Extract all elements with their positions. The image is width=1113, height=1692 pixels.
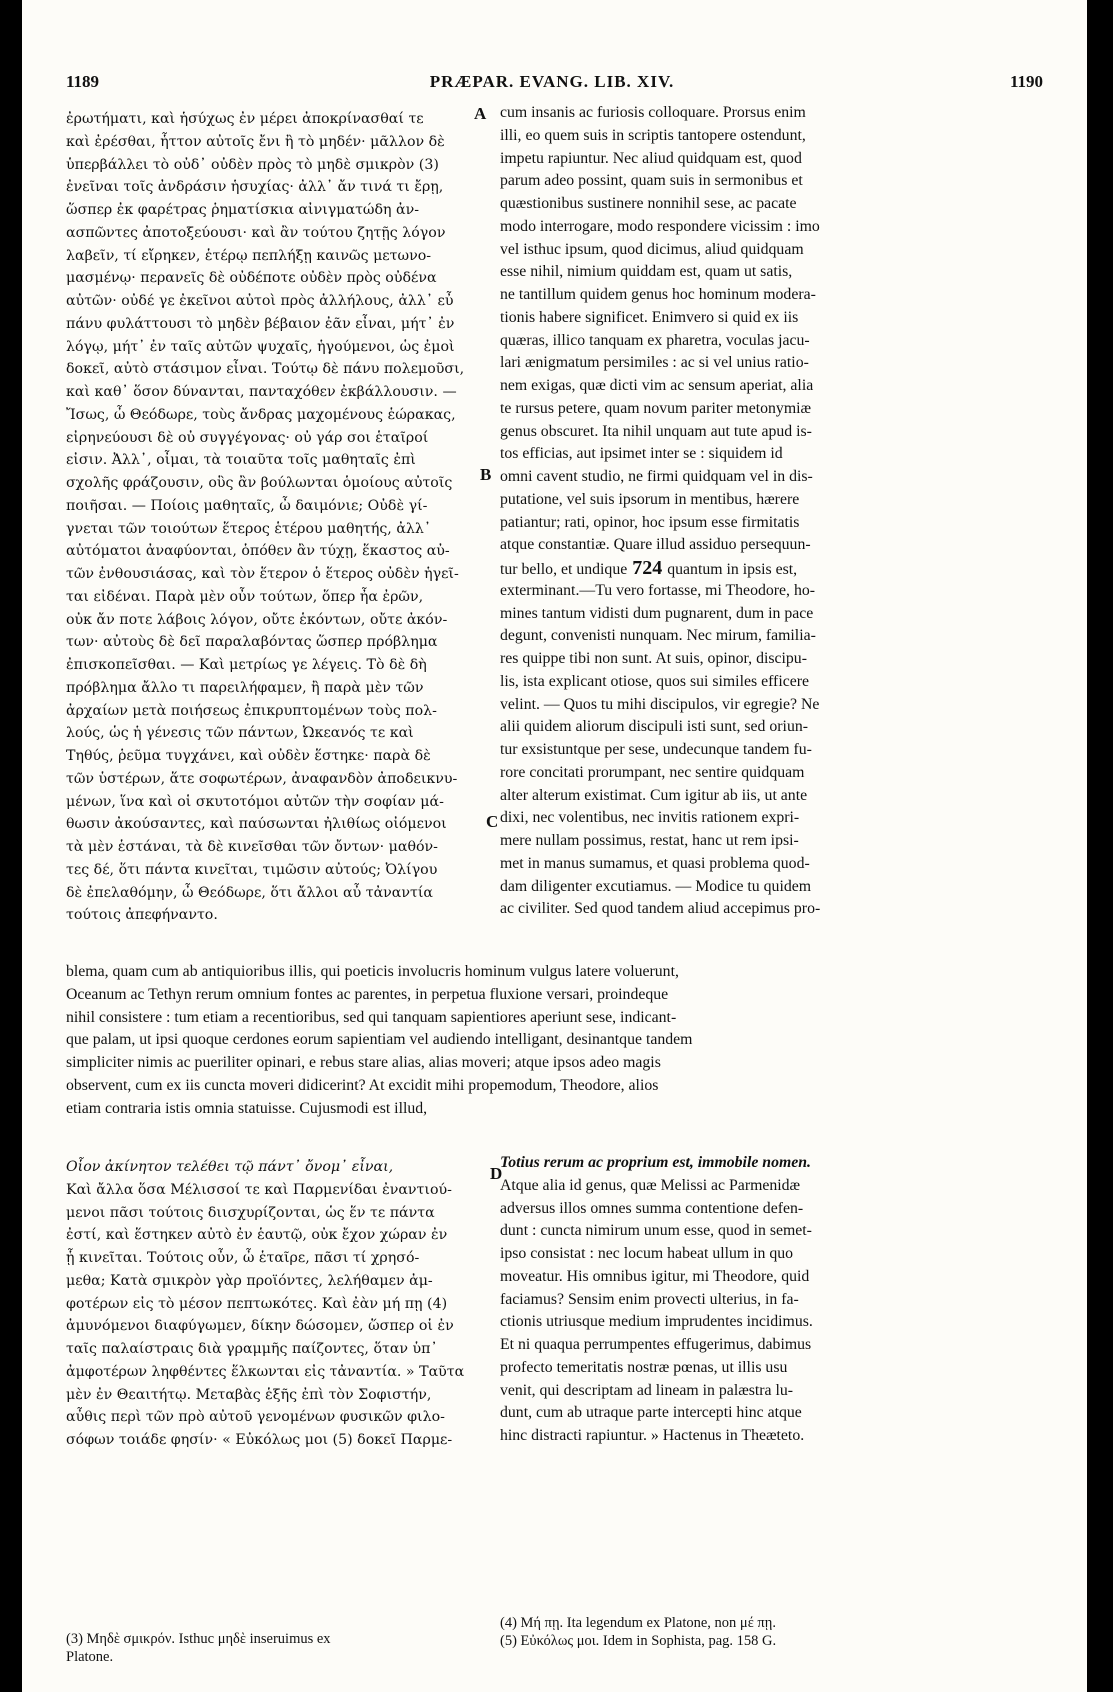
latin-text-fragment: quantum in ipsis est,	[667, 561, 798, 578]
latin-text-line: faciamus? Sensim enim provecti ulterius, in fa-	[500, 1290, 799, 1308]
latin-text-line: illi, eo quem suis in scriptis tantopere ostendunt,	[500, 126, 806, 144]
greek-text-line: ταῖς παλαίστραις διὰ γραμμῆς παίζοντες, ὅταν ὑπ᾽	[66, 1341, 438, 1357]
margin-marker-b: B	[480, 465, 492, 484]
footnotes-right	[500, 1614, 940, 1650]
greek-text-line: ἀρχαίων μετὰ ποιήσεως ἐπικρυπτομένων τοὺς πολ-	[66, 702, 437, 719]
latin-text-line: met in manus sumamus, et quasi problema quod-	[500, 854, 810, 872]
greek-text-line: ὑπερβάλλει τὸ οὐδ᾽ οὐδὲν πρὸς τὸ μηδὲ σμικρὸν (3)	[66, 156, 439, 173]
latin-text-line: res quippe tibi non sunt. At suis, opinor, discipu-	[500, 650, 807, 667]
margin-marker-c: C	[486, 812, 499, 831]
latin-text-line: cum insanis ac furiosis colloquare. Prorsus enim	[500, 104, 806, 121]
greek-text-line: φοτέρων εἰς τὸ μέσον πεπτωκότες. Καὶ ἐὰν μή πῃ (4)	[66, 1295, 448, 1312]
greek-text-line: τούτοις ἀπεφήναντο.	[66, 907, 218, 924]
latin-text-line: nihil consistere : tum etiam a recentioribus, sed qui tanquam sapientiores aperiunt sese, indicant-	[66, 1008, 677, 1026]
latin-text-line: ctionis utriusque medium imprudentes incidimus.	[500, 1313, 813, 1331]
migne-column-number: 724	[627, 557, 668, 579]
latin-text-line: velint. — Quos tu mihi discipulos, vir egregie? Ne	[500, 695, 820, 713]
latin-text-line: omni cavent studio, ne firmi quidquam vel in dis-	[500, 468, 813, 485]
latin-text-line: impetu rapiuntur. Nec aliud quidquam est, quod	[500, 149, 802, 167]
greek-text-line: εἰρηνεύουσι δὲ οὐ συγγέγονας· οὐ γάρ σοι ἑταῖροί	[66, 429, 429, 446]
greek-text-line: τῶν ἐνθουσιάσας, καὶ τὸν ἕτερον ὁ ἕτερος οὐδὲν ἡγεῖ-	[66, 566, 459, 582]
latin-full-width-paragraph	[66, 960, 941, 1119]
greek-text-line: δὲ ἐπελαθόμην, ὦ Θεόδωρε, ὅτι ἄλλοι αὖ τἀναντία	[66, 884, 434, 901]
latin-text-line: esse nihil, nimium quiddam est, quam ut satis,	[500, 263, 793, 281]
greek-text-line: εἰσιν. Ἀλλ᾽, οἶμαι, τὰ τοιαῦτα τοῖς μαθηταῖς ἐπὶ	[66, 452, 416, 469]
footnote-3-line-2: Platone.	[66, 1649, 114, 1665]
latin-column-bottom	[500, 1152, 940, 1448]
greek-text-line: πρόβλημα ἄλλο τι παρειλήφαμεν, ἢ παρὰ μὲν τῶν	[66, 679, 424, 696]
latin-column-top	[500, 102, 940, 921]
latin-text-line: tos efficias, aut ipsimet inter se : siquidem id	[500, 445, 783, 463]
greek-text-line: Τηθύς, ῥεῦμα τυγχάνει, καὶ οὐδὲν ἕστηκε· παρὰ δὲ	[66, 748, 431, 764]
greek-text-line: ἀμφοτέρων ληφθέντες ἕλκωνται εἰς τἀναντία. » Ταῦτα	[66, 1363, 465, 1380]
latin-text-line: quæras, illico tanquam ex pharetra, voculas jacu-	[500, 331, 810, 349]
latin-text-line: Et ni quaqua perrumpentes effugerimus, dabimus	[500, 1336, 812, 1353]
greek-text-line: αὖθις περὶ τῶν πρὸ αὐτοῦ γενομένων φυσικῶν φιλο-	[66, 1409, 445, 1426]
right-page-number: 1190	[1009, 72, 1043, 91]
latin-text-line: hinc distracti rapiuntur. » Hactenus in Theæteto.	[500, 1427, 805, 1444]
footnote-5: (5) Εὐκόλως μοι. Idem in Sophista, pag. 158 G.	[500, 1633, 777, 1649]
latin-text-line: alii quidem aliorum discipuli isti sunt, sed oriun-	[500, 718, 809, 736]
latin-text-line: ac civiliter. Sed quod tandem aliud accepimus pro-	[500, 900, 821, 918]
greek-text-line: Οἷον ἀκίνητον τελέθει τῷ πάντ᾽ ὄνομ᾽ εἶναι,	[66, 1159, 394, 1175]
greek-text-line: μὲν ἐν Θεαιτήτῳ. Μεταβὰς ἑξῆς ἐπὶ τὸν Σοφιστήν,	[66, 1386, 432, 1403]
latin-text-line: tur bello, et undique 724 quantum in ipsis est,	[500, 557, 798, 579]
latin-text-line: lari ænigmatum persimiles : ac si vel unius ratio-	[500, 354, 809, 372]
greek-text-line: τὰ μὲν ἑστάναι, τὰ δὲ κινεῖσθαι τῶν ὄντων· μαθόν-	[66, 839, 438, 855]
latin-text-line: ipso consistat : nec locum habeat ullum in quo	[500, 1245, 794, 1262]
latin-text-line: blema, quam cum ab antiquioribus illis, qui poeticis involucris hominum vulgus latere voluerunt,	[66, 963, 679, 980]
latin-text-line: etiam contraria istis omnia statuisse. Cujusmodi est illud,	[66, 1099, 428, 1117]
latin-text-line: mere nullam possimus, restat, hanc ut rem ipsi-	[500, 832, 799, 849]
greek-text-line: τες δέ, ὅτι πάντα κινεῖται, τιμῶσιν αὐτούς; Ὀλίγου	[66, 861, 438, 878]
greek-text-line: ασπῶντες ἀποτοξεύουσι· καὶ ἂν τούτου ζητῇς λόγον	[66, 224, 446, 241]
greek-text-line: των· αὐτοὺς δὲ δεῖ παραλαβόντας ὥσπερ πρόβλημα	[66, 634, 438, 651]
greek-text-line: ἀμυνόμενοι διαφύγωμεν, δίκην δώσομεν, ὥσπερ οἱ ἐν	[66, 1318, 454, 1335]
latin-text-line: adversus illos omnes summa contentione defen-	[500, 1199, 804, 1217]
latin-text-line: Totius rerum ac proprium est, immobile nomen.	[500, 1154, 812, 1171]
latin-text-line: tionis habere significet. Enimvero si quid ex iis	[500, 308, 799, 326]
latin-text-line: alter alterum existimat. Cum igitur ab iis, ut ante	[500, 786, 808, 804]
greek-text-line: ᾗ κινεῖται. Τούτοις οὖν, ὦ ἑταῖρε, πᾶσι τί χρησό-	[66, 1250, 420, 1266]
latin-text-line: mines tantum vidisti dum pugnarent, dum in pace	[500, 604, 814, 622]
greek-text-line: μένων, ἵνα καὶ οἱ σκυτοτόμοι αὐτῶν τὴν σοφίαν μά-	[66, 793, 444, 810]
latin-text-line: simpliciter nimis ac pueriliter opinari, e rebus stare alias, alias moveri; atque ipsos adeo magis	[66, 1054, 661, 1071]
footnote-3-line-1: (3) Μηδὲ σμικρόν. Isthuc μηδὲ inseruimus ex	[66, 1631, 331, 1647]
greek-text-line: ἐπισκοπεῖσθαι. — Καὶ μετρίως γε λέγεις. Τὸ δὲ δὴ	[66, 657, 427, 673]
page	[22, 0, 1087, 1692]
greek-text-line: καὶ καθ᾽ ὅσον δύνανται, πανταχόθεν ἐκβάλλουσιν. —	[66, 384, 457, 400]
greek-text-line: σόφων τοιάδε φησίν· « Εὐκόλως μοι (5) δοκεῖ Παρμε-	[66, 1432, 453, 1448]
greek-text-line: ὥσπερ ἐκ φαρέτρας ῥηματίσκια αἰνιγματώδη ἀν-	[66, 202, 420, 218]
greek-text-line: δοκεῖ, αὐτὸ στάσιμον εἶναι. Τούτῳ δὲ πάνυ πολεμοῦσι,	[66, 361, 465, 378]
latin-text-line: dixi, nec volentibus, nec invitis rationem expri-	[500, 809, 800, 827]
latin-text-line: dunt, cum ab utraque parte intercepti hinc atque	[500, 1404, 802, 1422]
latin-text-line: ne tantillum quidem genus hoc hominum modera-	[500, 286, 816, 303]
latin-text-line: Oceanum ac Tethyn rerum omnium fontes ac parentes, in perpetua fluxione versari, proindeque	[66, 985, 669, 1003]
greek-text-line: οὐκ ἄν ποτε λάβοις λόγον, οὔτε ἑκόντων, οὔτε ἀκόν-	[66, 611, 448, 628]
greek-text-line: θωσιν ἀκούσαντες, καὶ παύσωνται ἠλιθίως οἰόμενοι	[66, 816, 447, 833]
greek-column-bottom	[66, 1156, 496, 1452]
latin-text-line: vel isthuc ipsum, quod dicimus, aliud quidquam	[500, 240, 804, 258]
latin-text-line: dunt : cuncta nimirum unum esse, quod in semet-	[500, 1222, 812, 1240]
greek-text-line: σχολῆς φράζουσιν, οὓς ἂν βούλωνται ὁμοίους αὐτοῖς	[66, 475, 453, 491]
latin-text-line: observent, cum ex iis cuncta moveri didicerint? At excidit mihi propemodum, Theodore, alios	[66, 1076, 659, 1094]
greek-text-line: μενοι πᾶσι τούτοις διισχυρίζονται, ὡς ἕν τε πάντα	[66, 1204, 435, 1221]
greek-text-line: πάνυ φυλάττουσι τὸ μηδὲν βέβαιον ἐᾶν εἶναι, μήτ᾽ ἐν	[66, 315, 455, 332]
latin-text-line: Atque alia id genus, quæ Melissi ac Parmenidæ	[500, 1176, 801, 1194]
greek-text-line: λόγῳ, μήτ᾽ ἐν ταῖς αὐτῶν ψυχαῖς, ἡγούμενοι, ὡς ἐμοὶ	[66, 338, 455, 355]
latin-text-line: dam diligenter excutiamus. — Modice tu quidem	[500, 877, 812, 895]
greek-text-line: Ἴσως, ὦ Θεόδωρε, τοὺς ἄνδρας μαχομένους ἑώρακας,	[66, 406, 456, 423]
latin-text-line: parum adeo possint, quam suis in sermonibus et	[500, 172, 803, 190]
greek-text-line: λαβεῖν, τί εἴρηκεν, ἑτέρῳ πεπλήξῃ καινῶς μετωνο-	[66, 247, 432, 264]
latin-text-line: atque constantiæ. Quare illud assiduo persequun-	[500, 536, 811, 554]
greek-column-top	[66, 108, 499, 927]
greek-text-line: λούς, ὡς ἡ γένεσις τῶν πάντων, Ὠκεανός τε καὶ	[66, 725, 414, 742]
greek-text-line: ἐστί, καὶ ἕστηκεν αὐτὸ ἐν ἑαυτῷ, οὐκ ἔχον χώραν ἐν	[66, 1227, 448, 1244]
latin-text-line: moveatur. His omnibus igitur, mi Theodore, quid	[500, 1267, 810, 1285]
latin-text-line: modo interrogare, modo respondere vicissim : imo	[500, 217, 820, 235]
latin-text-line: putatione, vel suis ipsorum in mentibus, hærere	[500, 490, 800, 508]
greek-text-line: μεθα; Κατὰ σμικρὸν γὰρ προϊόντες, λελήθαμεν ἀμ-	[66, 1272, 433, 1289]
latin-text-line: tur exsistuntque per sese, undecunque tandem fu-	[500, 741, 812, 758]
latin-text-line: te rursus petere, quam novum pariter metonymiæ	[500, 399, 812, 417]
running-title: PRÆPAR. EVANG. LIB. XIV.	[429, 72, 675, 91]
footnote-3	[66, 1630, 496, 1666]
latin-text-line: que palam, ut ipsi quoque cerdones eorum sapientiam vel audiendo intelligant, desinantque tandem	[66, 1031, 693, 1049]
latin-text-line: nem exigas, quæ dicti vim ac sensum aperiat, alia	[500, 377, 814, 394]
greek-text-line: τῶν ὑστέρων, ἅτε σοφωτέρων, ἀναφανδὸν ἀποδεικνυ-	[66, 770, 458, 787]
greek-text-line: ἐρωτήματι, καὶ ἡσύχως ἐν μέρει ἀποκρίνασθαί τε	[66, 111, 424, 127]
greek-text-line: αὐτόματοι ἀναφύονται, ὁπόθεν ἂν τύχῃ, ἕκαστος αὐ-	[66, 543, 450, 560]
footnote-4: (4) Μή πῃ. Ita legendum ex Platone, non μέ πῃ.	[500, 1615, 776, 1631]
greek-text-line: γνεται τῶν τοιούτων ἕτερος ἑτέρου μαθητής, ἀλλ᾽	[66, 520, 431, 537]
greek-text-line: μασμένῳ· περανεῖς δὲ οὐδέποτε οὐδὲν πρὸς οὐδένα	[66, 270, 437, 287]
latin-text-line: profecto temeritatis nostræ pœnas, ut illis usu	[500, 1358, 788, 1376]
margin-marker-a: A	[474, 104, 487, 123]
greek-text-line: ται εἰδέναι. Παρὰ μὲν οὖν τούτων, ὅπερ ἦα ἐρῶν,	[66, 588, 424, 605]
left-page-number: 1189	[66, 72, 100, 91]
greek-text-line: ποιῆσαι. — Ποίοις μαθηταῖς, ὦ δαιμόνιε; Οὐδὲ γί-	[66, 497, 428, 514]
greek-text-line: Καὶ ἄλλα ὅσα Μέλισσοί τε καὶ Παρμενίδαι ἐναντιού-	[66, 1181, 452, 1198]
greek-text-line: καὶ ἐρέσθαι, ἧττον αὐτοῖς ἔνι ἢ τὸ μηδέν· μᾶλλον δὲ	[66, 133, 445, 150]
latin-text-line: quæstionibus sustinere nonnihil sese, ac pacate	[500, 195, 797, 212]
latin-text-line: genus obscuret. Ita nihil unquam aut tute apud is-	[500, 422, 812, 440]
greek-text-line: ἐνεῖναι τοῖς ἀνδράσιν ἡσυχίας· ἀλλ᾽ ἄν τινά τι ἔρῃ,	[66, 179, 444, 196]
latin-text-line: venit, qui descriptam ad lineam in palæstra lu-	[500, 1381, 794, 1399]
latin-text-line: lis, ista explicant otiose, quos sui similes efficere	[500, 672, 810, 690]
latin-text-line: patiantur; rati, opinor, hoc ipsum esse firmitatis	[500, 513, 800, 531]
latin-text-line: rore concitati prorumpant, nec sentire quidquam	[500, 763, 805, 781]
greek-text-line: αὐτῶν· οὐδέ γε ἐκεῖνοι αὐτοὶ πρὸς ἀλλήλους, ἀλλ᾽ εὖ	[66, 293, 454, 309]
latin-text-line: degunt, convenisti nunquam. Nec mirum, familia-	[500, 627, 816, 645]
latin-text-line: exterminant.—Tu vero fortasse, mi Theodore, ho-	[500, 581, 815, 599]
margin-marker-d: D	[490, 1164, 503, 1183]
